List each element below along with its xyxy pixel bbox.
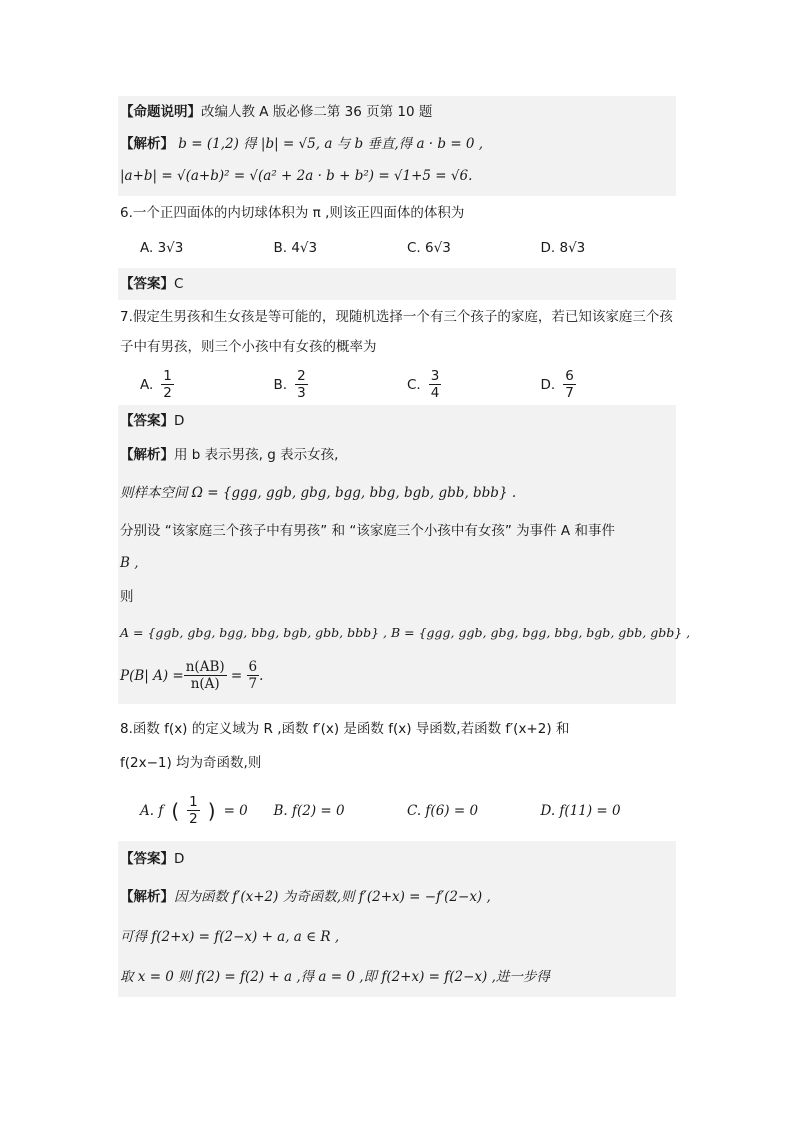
- jiexi8-text3: 取 x = 0 则 f(2) = f(2) + a ,得 a = 0 ,即 f(2+x) = f(2−x) ,进一步得: [120, 969, 550, 985]
- q7-option-b-label: B.: [273, 376, 288, 393]
- jiexi5-text1: b = (1,2) 得 |b| = √5, a 与 b 垂直,得 a · b = 0 ,: [178, 136, 484, 152]
- q7-option-a-label: A.: [140, 376, 154, 393]
- q6-option-a: A. 3√3: [140, 240, 184, 256]
- answer-8: [118, 841, 676, 877]
- jiexi8-text2: 可得 f(2+x) = f(2−x) + a, a ∈ R ,: [120, 929, 340, 945]
- q7-option-c-fraction: $\frac{3}{4}$: [430, 368, 440, 401]
- jiexi7-text1: 用 b 表示男孩, g 表示女孩,: [174, 447, 339, 463]
- answer-6-value: C: [174, 276, 184, 292]
- jiexi5-line1: [118, 128, 676, 160]
- note-line: [118, 96, 676, 128]
- jiexi7-prob-eq: =: [226, 667, 247, 684]
- note-text: 改编人教 A 版必修二第 36 页第 10 题: [201, 104, 433, 120]
- jiexi7-prob-left: P(B| A) =: [120, 667, 184, 684]
- q7-option-d-fraction: $\frac{6}{7}$: [565, 368, 574, 401]
- answer-7-value: D: [174, 413, 185, 429]
- q7-option-c-label: C.: [407, 376, 421, 393]
- question-8-stem-2: f(2x−1) 均为奇函数,则: [120, 755, 262, 771]
- jiexi7-text5: 则: [120, 589, 134, 605]
- jiexi7-prob-result: $\frac{6}{7}$: [248, 659, 258, 692]
- q8-option-a: A. f ( $\frac{1}{2}$ ) = 0: [140, 794, 248, 827]
- q7-option-c: [407, 368, 541, 401]
- document-page: [118, 96, 691, 997]
- answer-7-tag: 【答案】: [120, 413, 174, 429]
- jiexi7-line7: [118, 653, 676, 704]
- jiexi7-line3: [118, 513, 676, 547]
- jiexi7-line6: [118, 617, 691, 653]
- jiexi8-text1: 因为函数 f′(x+2) 为奇函数,则 f′(2+x) = −f′(2−x) ,: [174, 889, 491, 905]
- q6-option-c: C. 6√3: [407, 240, 451, 256]
- jiexi7-line5: [118, 579, 676, 617]
- jiexi8-tag: 【解析】: [120, 889, 174, 905]
- answer-7: [118, 405, 676, 437]
- q6-option-d: D. 8√3: [540, 240, 586, 256]
- jiexi7-text2: 则样本空间 Ω = {ggg, ggb, gbg, bgg, bbg, bgb, gbb, bbb} .: [120, 485, 517, 501]
- jiexi7-line1: [118, 437, 676, 473]
- question-6-options: [118, 230, 676, 268]
- q7-option-d-label: D.: [540, 376, 556, 393]
- jiexi5-line2: [118, 160, 676, 196]
- jiexi7-line2: [118, 473, 676, 513]
- solution-block-q7: [118, 405, 691, 704]
- jiexi5-text2: |a+b| = √(a+b)² = √(a² + 2a · b + b²) = √1+5 = √6.: [120, 168, 473, 184]
- question-7-stem: 7.假定生男孩和生女孩是等可能的，现随机选择一个有三个孩子的家庭，若已知该家庭三个孩子中有男孩，则三个小孩中有女孩的概率为: [120, 309, 673, 355]
- q6-option-b: B. 4√3: [273, 240, 318, 256]
- jiexi7-text6: A = {ggb, gbg, bgg, bbg, bgb, gbb, bbb} , B = {ggg, ggb, gbg, bgg, bbg, bgb, gbb, gbb} ,: [120, 625, 691, 640]
- q8-option-b: B. f(2) = 0: [273, 802, 345, 819]
- answer-8-value: D: [174, 851, 185, 867]
- jiexi8-line3: [118, 957, 676, 997]
- jiexi7-prob-fraction: $\frac{n(AB)}{n(A)}$: [185, 659, 225, 692]
- q8-option-c: C. f(6) = 0: [407, 802, 479, 819]
- question-8-options: [118, 780, 676, 841]
- question-7-options: [118, 364, 676, 405]
- question-6-stem: 6.一个正四面体的内切球体积为 π ,则该正四面体的体积为: [120, 205, 465, 221]
- q8-option-a-pre: A. f: [140, 802, 164, 819]
- answer-8-tag: 【答案】: [120, 851, 174, 867]
- jiexi7-tag: 【解析】: [120, 447, 174, 463]
- q7-option-b-fraction: $\frac{2}{3}$: [297, 368, 306, 401]
- jiexi8-line1: [118, 877, 676, 917]
- q7-option-b: [274, 368, 408, 401]
- note-tag: 【命题说明】: [120, 104, 201, 120]
- solution-block-q5: [118, 96, 676, 196]
- q7-option-a: [140, 368, 274, 401]
- jiexi7-line4: [118, 547, 676, 579]
- q7-option-d: [541, 368, 675, 401]
- jiexi7-text4: B ,: [120, 555, 139, 571]
- answer-6: [118, 268, 676, 300]
- q8-option-a-post: = 0: [223, 802, 248, 819]
- jiexi8-line2: [118, 917, 676, 957]
- answer-6-tag: 【答案】: [120, 276, 174, 292]
- question-8-stem-1: 8.函数 f(x) 的定义域为 R ,函数 f′(x) 是函数 f(x) 导函数,若函数 f′(x+2) 和: [120, 721, 570, 737]
- jiexi7-prob-end: .: [259, 667, 264, 684]
- q8-option-a-fraction: $\frac{1}{2}$: [189, 794, 198, 827]
- jiexi7-text3: 分别设 “该家庭三个孩子中有男孩” 和 “该家庭三个小孩中有女孩” 为事件 A 和事件: [120, 523, 615, 539]
- solution-block-q8: [118, 841, 676, 997]
- q7-option-a-fraction: $\frac{1}{2}$: [163, 368, 172, 401]
- q8-option-d: D. f(11) = 0: [540, 802, 621, 819]
- jiexi5-tag: 【解析】: [120, 136, 174, 152]
